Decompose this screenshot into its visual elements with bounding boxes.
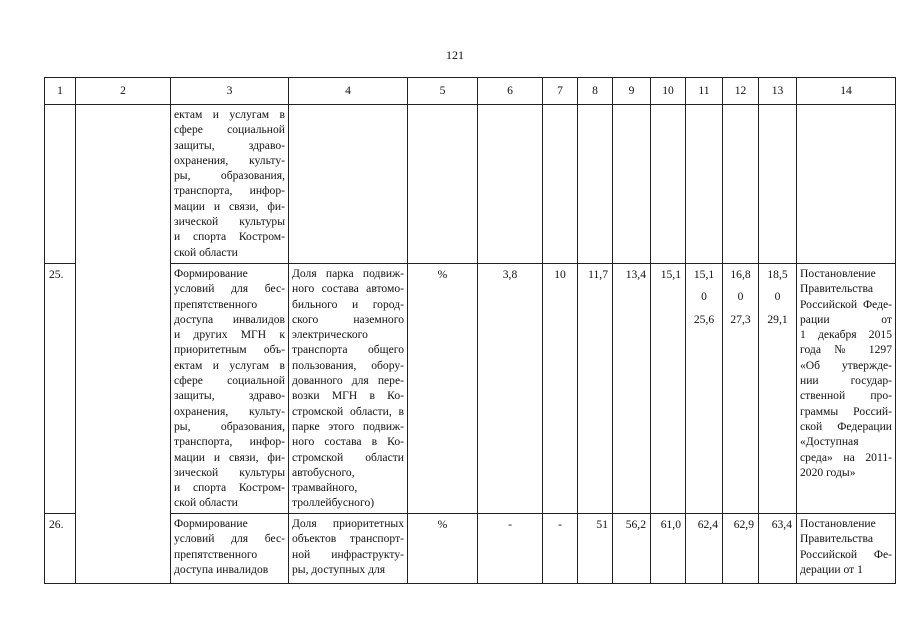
text-line: сфере социальной [174, 123, 285, 137]
stack-value: 0 [774, 290, 781, 304]
stack-value: 29,1 [767, 312, 788, 326]
cell [686, 105, 723, 264]
cell [45, 105, 76, 264]
table-row [45, 105, 896, 264]
indicators-table [44, 77, 896, 584]
cell [797, 105, 896, 264]
table-row [45, 264, 896, 514]
text-line: ской области [174, 245, 238, 259]
cell [543, 105, 578, 264]
text-line: Правительства [800, 532, 873, 546]
cell-value-stack [686, 264, 723, 514]
text-line: «Об утвержде- [800, 358, 892, 372]
header-cell-1: 1 [45, 78, 76, 105]
text-line: дерации от 1 [800, 562, 863, 576]
cell-value: - [478, 514, 543, 584]
cell [759, 105, 797, 264]
cell-col4 [289, 264, 408, 514]
cell-value: 15,1 [651, 264, 686, 514]
cell-value: 62,4 [686, 514, 723, 584]
text-line: ектам и услугам в [174, 358, 285, 372]
stack-value: 27,3 [730, 312, 751, 326]
header-cell-7: 7 [543, 78, 578, 105]
cell [723, 105, 759, 264]
text-line: препятственного [174, 547, 258, 561]
text-line: доступа инвалидов [174, 562, 269, 576]
text-line: ры, образования, [174, 419, 285, 433]
cell-col3 [171, 264, 289, 514]
stack-value: 0 [701, 290, 707, 304]
cell-value: - [543, 514, 578, 584]
cell-value: 10 [543, 264, 578, 514]
header-cell-12: 12 [723, 78, 759, 105]
cell-value: 63,4 [759, 514, 797, 584]
header-cell-10: 10 [651, 78, 686, 105]
text-line: троллейбусного) [292, 496, 375, 510]
cell-col4 [289, 514, 408, 584]
text-line: объектов транспорт- [292, 532, 404, 546]
text-line: защиты, здраво- [174, 389, 285, 403]
text-line: «Доступная [800, 435, 859, 449]
text-line: ского наземного [292, 312, 404, 326]
header-cell-13: 13 [759, 78, 797, 105]
text-line: ской области [174, 496, 238, 510]
cell [478, 105, 543, 264]
text-line: стромской области [292, 450, 404, 464]
text-line: граммы Россий- [800, 404, 892, 418]
text-line: Формирование [174, 267, 248, 280]
text-line: ры, доступных для [292, 562, 386, 576]
text-line: возки МГН в Ко- [292, 389, 404, 403]
text-line: 2020 годы» [800, 465, 856, 479]
cell-unit: % [408, 514, 478, 584]
text-line: охранения, культу- [174, 153, 285, 167]
stack-value: 16,8 [730, 268, 751, 281]
cell-value: 61,0 [651, 514, 686, 584]
cell [651, 105, 686, 264]
text-line: Доля приоритетных [292, 517, 404, 530]
cell-value: 3,8 [478, 264, 543, 514]
stack-value: 18,5 [767, 268, 788, 281]
page-number: 121 [446, 48, 464, 62]
text-line: транспорта общего [292, 343, 404, 357]
text-line: Постановление [800, 517, 876, 530]
header-cell-14: 14 [797, 78, 896, 105]
header-cell-3: 3 [171, 78, 289, 105]
cell-value: 13,4 [613, 264, 651, 514]
text-line: зической культуры [174, 215, 285, 229]
text-line: ры, образования, [174, 169, 285, 183]
text-line: дованного для пере- [292, 374, 404, 388]
text-line: пользования, обору- [292, 358, 404, 372]
cell-value-stack [723, 264, 759, 514]
cell [289, 105, 408, 264]
header-cell-6: 6 [478, 78, 543, 105]
text-line: ектам и услугам в [174, 108, 285, 121]
text-line: стромской области, в [292, 404, 404, 418]
text-line: нии государ- [800, 374, 892, 388]
text-line: 1 декабря 2015 [800, 328, 892, 342]
text-line: ной инфраструкту- [292, 547, 404, 561]
cell [613, 105, 651, 264]
header-cell-4: 4 [289, 78, 408, 105]
stack-value: 15,1 [693, 268, 715, 281]
cell-col2-merged [76, 105, 171, 584]
cell-value: 11,7 [578, 264, 613, 514]
text-line: парке этого подвиж- [292, 419, 404, 433]
text-line: Постановление [800, 267, 876, 280]
text-line: и спорта Костром- [174, 481, 285, 495]
text-line: условий для бес- [174, 282, 285, 296]
row-number: 25. [45, 264, 76, 514]
stack-value: 0 [737, 290, 744, 304]
text-line: ственной про- [800, 389, 892, 403]
header-cell-2: 2 [76, 78, 171, 105]
text-line: доступа инвалидов [174, 312, 285, 326]
cell-col14 [797, 514, 896, 584]
header-row [45, 78, 896, 105]
text-line: условий для бес- [174, 532, 285, 546]
text-line: ного состава в Ко- [292, 435, 404, 449]
text-line: зической культуры [174, 465, 285, 479]
stack-value: 25,6 [693, 312, 715, 326]
cell-unit: % [408, 264, 478, 514]
cell-col14 [797, 264, 896, 514]
text-line: автобусного, [292, 465, 355, 479]
text-line: мации и связи, фи- [174, 450, 285, 464]
text-line: среда» на 2011- [800, 450, 892, 464]
text-line: бильного и город- [292, 297, 404, 311]
text-line: сфере социальной [174, 374, 285, 388]
text-line: трамвайного, [292, 481, 358, 495]
cell-value-stack [759, 264, 797, 514]
text-line: года № 1297 [800, 343, 892, 357]
text-line: защиты, здраво- [174, 138, 285, 152]
text-line: электрического [292, 328, 368, 342]
cell [578, 105, 613, 264]
text-line: Формирование [174, 517, 248, 530]
text-line: мации и связи, фи- [174, 199, 285, 213]
header-cell-9: 9 [613, 78, 651, 105]
text-line: рации от [800, 312, 892, 326]
cell-value: 62,9 [723, 514, 759, 584]
header-cell-5: 5 [408, 78, 478, 105]
cell-col3 [171, 105, 289, 264]
text-line: приоритетным объ- [174, 343, 285, 357]
cell-value: 51 [578, 514, 613, 584]
text-line: Правительства [800, 282, 873, 296]
text-line: и спорта Костром- [174, 230, 285, 244]
text-line: охранения, культу- [174, 404, 285, 418]
cell-col3 [171, 514, 289, 584]
cell-value: 56,2 [613, 514, 651, 584]
text-line: Российской Фе- [800, 547, 892, 561]
table-row [45, 514, 896, 584]
text-line: ской Федерации [800, 419, 892, 433]
text-line: Доля парка подвиж- [292, 267, 404, 280]
text-line: препятственного [174, 297, 258, 311]
text-line: транспорта, инфор- [174, 184, 285, 198]
text-line: и других МГН к [174, 328, 285, 342]
header-cell-8: 8 [578, 78, 613, 105]
header-cell-11: 11 [686, 78, 723, 105]
text-line: Российской Феде- [800, 297, 892, 311]
cell [408, 105, 478, 264]
text-line: транспорта, инфор- [174, 435, 285, 449]
text-line: ного состава автомо- [292, 282, 404, 296]
row-number: 26. [45, 514, 76, 584]
